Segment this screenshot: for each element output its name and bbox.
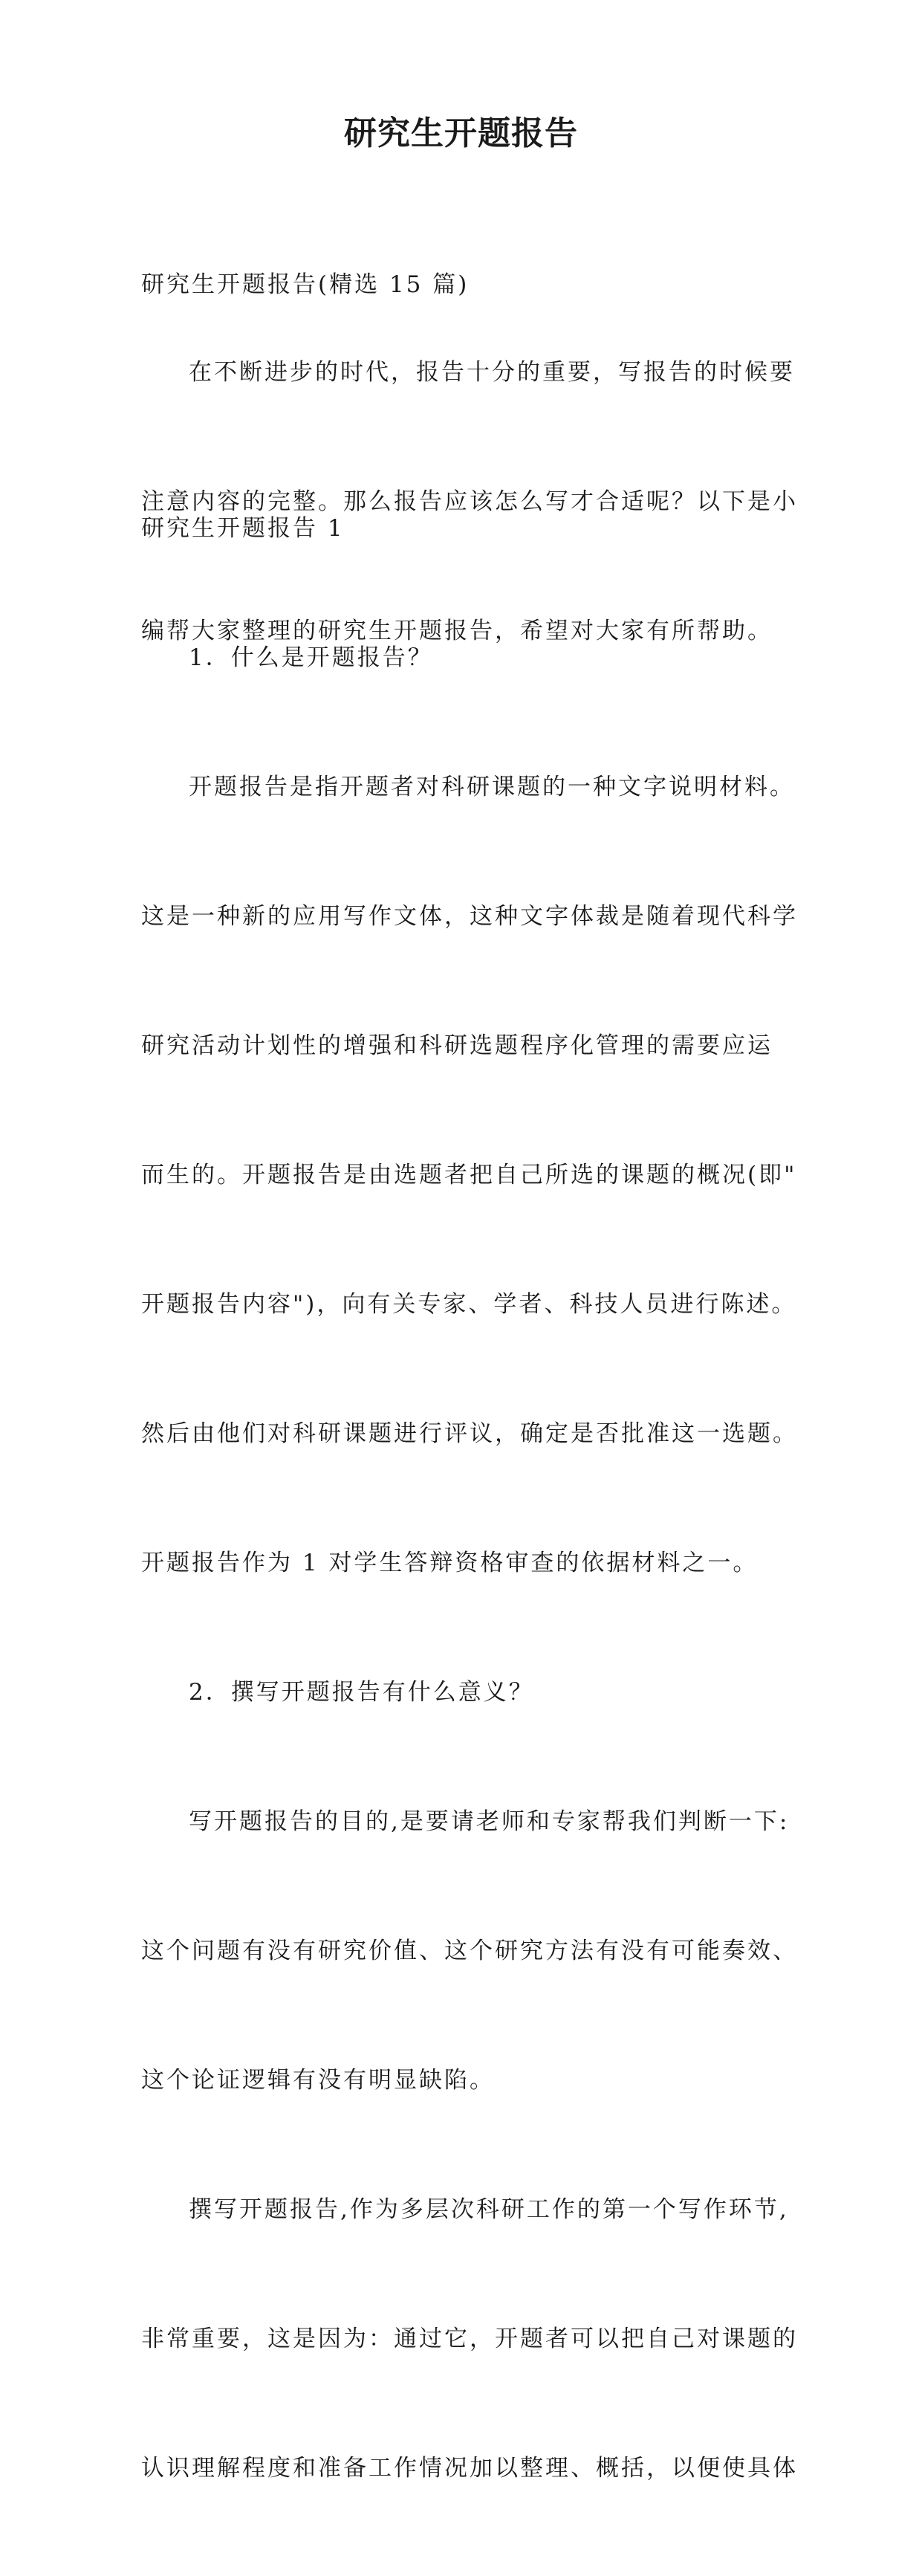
p3-line-3: 认识理解程度和准备工作情况加以整理、概括，以便使具体 — [141, 2455, 798, 2482]
p2-line-3: 这个论证逻辑有没有明显缺陷。 — [141, 2067, 495, 2094]
intro-line-1: 在不断进步的时代，报告十分的重要，写报告的时候要 — [189, 359, 795, 386]
p1-line-5: 开题报告内容")，向有关专家、学者、科技人员进行陈述。 — [141, 1291, 797, 1318]
p1-line-1: 开题报告是指开题者对科研课题的一种文字说明材料。 — [189, 774, 795, 800]
section-1-heading: 研究生开题报告 1 — [141, 515, 345, 542]
p2-line-2: 这个问题有没有研究价值、这个研究方法有没有可能奏效、 — [141, 1938, 798, 1964]
document-title: 研究生开题报告 — [344, 114, 578, 152]
p1-line-7: 开题报告作为 1 对学生答辩资格审查的依据材料之一。 — [141, 1550, 759, 1576]
p1-line-2: 这是一种新的应用写作文体，这种文字体裁是随着现代科学 — [141, 903, 798, 930]
question-2: 2．撰写开题报告有什么意义？ — [189, 1679, 534, 1706]
intro-line-2: 注意内容的完整。那么报告应该怎么写才合适呢？以下是小 — [141, 488, 798, 515]
p2-line-1: 写开题报告的目的,是要请老师和专家帮我们判断一下: — [189, 1808, 790, 1835]
intro-line-3: 编帮大家整理的研究生开题报告，希望对大家有所帮助。 — [141, 618, 773, 644]
subtitle-line: 研究生开题报告(精选 15 篇) — [141, 271, 470, 298]
p3-line-1: 撰写开题报告,作为多层次科研工作的第一个写作环节, — [189, 2196, 789, 2223]
question-1: 1．什么是开题报告？ — [189, 644, 433, 671]
p1-line-3: 研究活动计划性的增强和科研选题程序化管理的需要应运 — [141, 1032, 773, 1059]
p3-line-2: 非常重要，这是因为：通过它，开题者可以把自己对课题的 — [141, 2326, 798, 2352]
p1-line-4: 而生的。开题报告是由选题者把自己所选的课题的概况(即" — [141, 1162, 797, 1188]
p1-line-6: 然后由他们对科研课题进行评议，确定是否批准这一选题。 — [141, 1420, 798, 1447]
section-1 — [141, 421, 798, 2576]
